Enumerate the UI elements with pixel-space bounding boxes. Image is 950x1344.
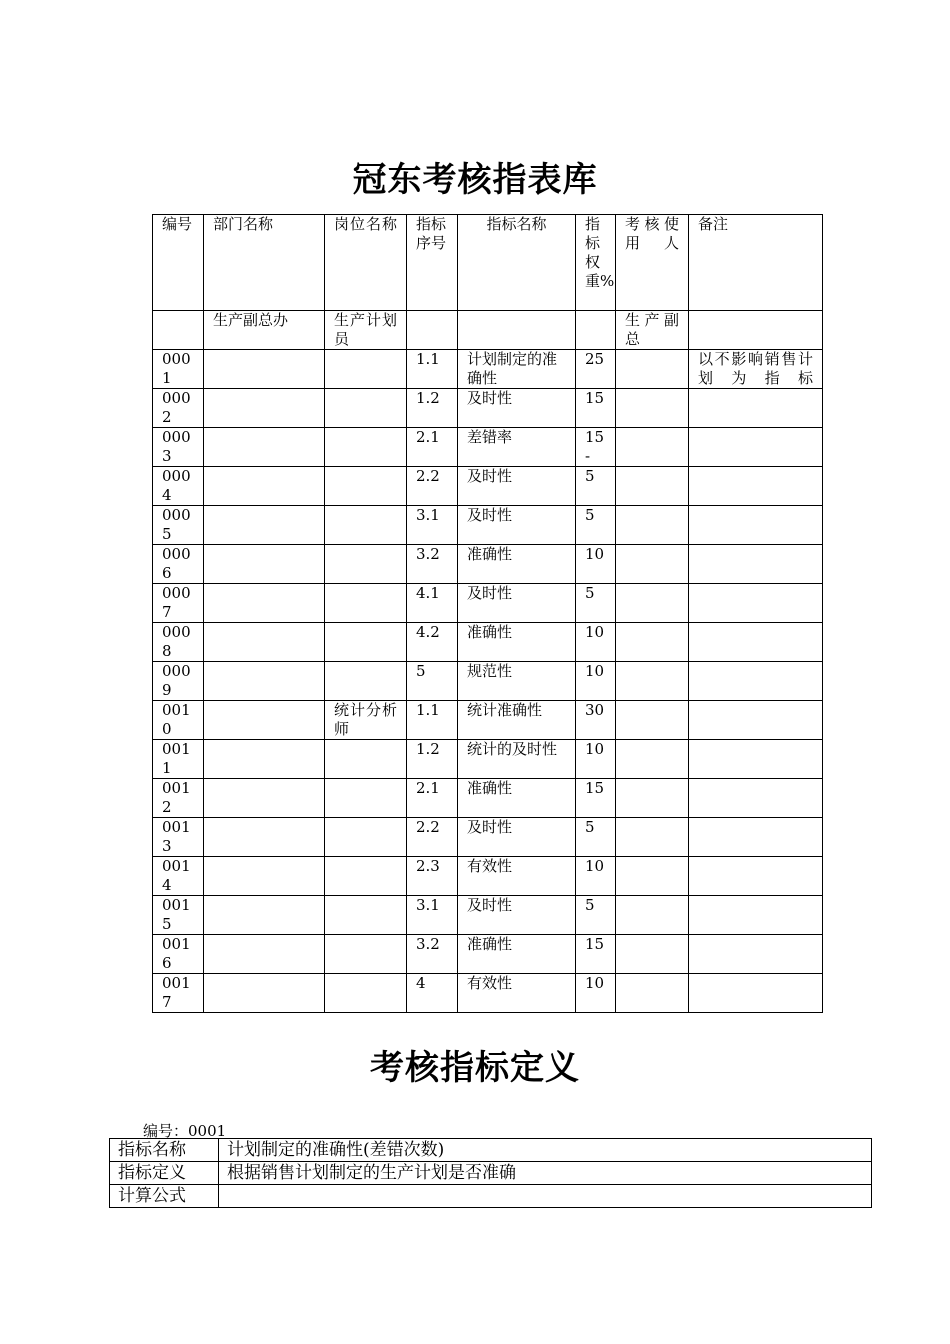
cell-index-name: 有效性 — [458, 974, 576, 1013]
cell-dept — [204, 662, 325, 701]
cell-note — [689, 467, 823, 506]
table-row — [153, 857, 823, 896]
table-row — [153, 506, 823, 545]
cell-position — [325, 779, 407, 818]
dept-row-index-name — [458, 311, 576, 350]
cell-index-name: 计划制定的准确性 — [458, 350, 576, 389]
cell-no: 0014 — [153, 857, 204, 896]
dept-row-no — [153, 311, 204, 350]
cell-index-name: 及时性 — [458, 389, 576, 428]
cell-index-no: 4.1 — [407, 584, 458, 623]
table-row — [153, 701, 823, 740]
cell-weight: 5 — [576, 467, 616, 506]
cell-index-name: 规范性 — [458, 662, 576, 701]
cell-note — [689, 740, 823, 779]
cell-user — [616, 506, 689, 545]
cell-weight: 15 — [576, 935, 616, 974]
header-dept: 部门名称 — [204, 215, 325, 311]
header-index-name: 指标名称 — [458, 215, 576, 311]
cell-dept — [204, 428, 325, 467]
cell-no: 0008 — [153, 623, 204, 662]
header-position: 岗位名称 — [325, 215, 407, 311]
cell-dept — [204, 467, 325, 506]
cell-index-no: 2.3 — [407, 857, 458, 896]
document-title: 冠东考核指表库 — [352, 160, 598, 200]
cell-no: 0004 — [153, 467, 204, 506]
cell-user — [616, 467, 689, 506]
cell-dept — [204, 974, 325, 1013]
cell-dept — [204, 857, 325, 896]
cell-dept — [204, 584, 325, 623]
cell-note — [689, 701, 823, 740]
table-header-row — [153, 215, 823, 311]
cell-user — [616, 740, 689, 779]
cell-user — [616, 857, 689, 896]
cell-index-name: 有效性 — [458, 857, 576, 896]
cell-index-name: 及时性 — [458, 896, 576, 935]
cell-no: 0007 — [153, 584, 204, 623]
cell-position — [325, 935, 407, 974]
header-index-no: 指标序号 — [407, 215, 458, 311]
cell-index-name: 统计的及时性 — [458, 740, 576, 779]
table-row — [153, 623, 823, 662]
table-row — [153, 662, 823, 701]
cell-user — [616, 623, 689, 662]
cell-index-name: 准确性 — [458, 545, 576, 584]
cell-no: 0013 — [153, 818, 204, 857]
cell-weight: 10 — [576, 857, 616, 896]
definition-row — [110, 1162, 872, 1185]
cell-no: 0010 — [153, 701, 204, 740]
definition-table — [109, 1138, 872, 1208]
cell-index-no: 3.2 — [407, 545, 458, 584]
cell-position — [325, 467, 407, 506]
table-row — [153, 428, 823, 467]
cell-dept — [204, 935, 325, 974]
cell-weight: 5 — [576, 896, 616, 935]
table-row — [153, 467, 823, 506]
table-row — [153, 350, 823, 389]
cell-dept — [204, 701, 325, 740]
cell-position — [325, 740, 407, 779]
cell-position — [325, 974, 407, 1013]
cell-index-no: 2.1 — [407, 779, 458, 818]
dept-row — [153, 311, 823, 350]
cell-index-name: 差错率 — [458, 428, 576, 467]
cell-user — [616, 935, 689, 974]
table-row — [153, 935, 823, 974]
cell-weight: 15- — [576, 428, 616, 467]
definition-label: 计算公式 — [110, 1185, 219, 1208]
cell-user — [616, 350, 689, 389]
dept-row-note — [689, 311, 823, 350]
header-no: 编号 — [153, 215, 204, 311]
cell-index-no: 2.1 — [407, 428, 458, 467]
cell-dept — [204, 896, 325, 935]
cell-index-no: 2.2 — [407, 818, 458, 857]
cell-index-name: 及时性 — [458, 584, 576, 623]
cell-position: 统计分析师 — [325, 701, 407, 740]
cell-weight: 5 — [576, 506, 616, 545]
cell-index-name: 准确性 — [458, 623, 576, 662]
cell-weight: 15 — [576, 779, 616, 818]
cell-weight: 5 — [576, 584, 616, 623]
cell-position — [325, 350, 407, 389]
cell-no: 0002 — [153, 389, 204, 428]
cell-index-no: 3.2 — [407, 935, 458, 974]
definition-value: 根据销售计划制定的生产计划是否准确 — [219, 1162, 872, 1185]
definition-value: 计划制定的准确性(差错次数) — [219, 1139, 872, 1162]
cell-index-no: 4 — [407, 974, 458, 1013]
dept-row-weight — [576, 311, 616, 350]
cell-dept — [204, 623, 325, 662]
cell-weight: 10 — [576, 545, 616, 584]
cell-index-no: 5 — [407, 662, 458, 701]
definition-row — [110, 1139, 872, 1162]
cell-weight: 10 — [576, 662, 616, 701]
cell-position — [325, 389, 407, 428]
cell-index-name: 及时性 — [458, 818, 576, 857]
cell-index-name: 及时性 — [458, 467, 576, 506]
cell-weight: 25 — [576, 350, 616, 389]
cell-no: 0005 — [153, 506, 204, 545]
cell-note — [689, 584, 823, 623]
indicator-table — [152, 214, 823, 1013]
cell-index-name: 准确性 — [458, 779, 576, 818]
definition-title: 考核指标定义 — [370, 1048, 580, 1088]
header-note: 备注 — [689, 215, 823, 311]
cell-position — [325, 623, 407, 662]
cell-index-no: 3.1 — [407, 896, 458, 935]
cell-note — [689, 428, 823, 467]
cell-dept — [204, 506, 325, 545]
cell-index-no: 1.2 — [407, 740, 458, 779]
header-user: 考核使用人 — [616, 215, 689, 311]
cell-user — [616, 428, 689, 467]
cell-dept — [204, 545, 325, 584]
cell-user — [616, 389, 689, 428]
table-row — [153, 740, 823, 779]
cell-user — [616, 974, 689, 1013]
cell-note — [689, 974, 823, 1013]
cell-weight: 30 — [576, 701, 616, 740]
dept-row-dept: 生产副总办 — [204, 311, 325, 350]
cell-index-name: 准确性 — [458, 935, 576, 974]
cell-no: 0017 — [153, 974, 204, 1013]
table-row — [153, 545, 823, 584]
cell-no: 0015 — [153, 896, 204, 935]
table-row — [153, 896, 823, 935]
cell-note — [689, 662, 823, 701]
cell-index-no: 3.1 — [407, 506, 458, 545]
cell-note — [689, 506, 823, 545]
header-weight: 指标权重% — [576, 215, 616, 311]
definition-label: 指标名称 — [110, 1139, 219, 1162]
cell-index-no: 4.2 — [407, 623, 458, 662]
cell-position — [325, 896, 407, 935]
cell-no: 0012 — [153, 779, 204, 818]
cell-index-no: 2.2 — [407, 467, 458, 506]
definition-row — [110, 1185, 872, 1208]
dept-row-position: 生产计划员 — [325, 311, 407, 350]
cell-user — [616, 779, 689, 818]
cell-user — [616, 662, 689, 701]
cell-index-name: 统计准确性 — [458, 701, 576, 740]
cell-dept — [204, 740, 325, 779]
cell-user — [616, 896, 689, 935]
cell-weight: 15 — [576, 389, 616, 428]
cell-dept — [204, 779, 325, 818]
cell-position — [325, 857, 407, 896]
cell-dept — [204, 350, 325, 389]
cell-position — [325, 428, 407, 467]
cell-dept — [204, 818, 325, 857]
cell-index-name: 及时性 — [458, 506, 576, 545]
cell-note — [689, 623, 823, 662]
cell-no: 0016 — [153, 935, 204, 974]
cell-user — [616, 584, 689, 623]
cell-position — [325, 584, 407, 623]
cell-note — [689, 818, 823, 857]
cell-index-no: 1.2 — [407, 389, 458, 428]
cell-no: 0001 — [153, 350, 204, 389]
cell-note: 以不影响销售计划为指标 — [689, 350, 823, 389]
table-row — [153, 584, 823, 623]
table-row — [153, 389, 823, 428]
cell-position — [325, 818, 407, 857]
cell-note — [689, 545, 823, 584]
cell-index-no: 1.1 — [407, 701, 458, 740]
cell-weight: 10 — [576, 623, 616, 662]
cell-weight: 10 — [576, 740, 616, 779]
cell-no: 0011 — [153, 740, 204, 779]
table-row — [153, 779, 823, 818]
cell-note — [689, 857, 823, 896]
cell-user — [616, 545, 689, 584]
table-row — [153, 818, 823, 857]
cell-no: 0009 — [153, 662, 204, 701]
cell-user — [616, 701, 689, 740]
cell-note — [689, 779, 823, 818]
cell-position — [325, 545, 407, 584]
cell-user — [616, 818, 689, 857]
cell-note — [689, 389, 823, 428]
cell-dept — [204, 389, 325, 428]
cell-weight: 5 — [576, 818, 616, 857]
definition-number: 编号：0001 — [143, 1122, 227, 1140]
cell-weight: 10 — [576, 974, 616, 1013]
cell-position — [325, 506, 407, 545]
definition-value — [219, 1185, 872, 1208]
table-row — [153, 974, 823, 1013]
cell-position — [325, 662, 407, 701]
cell-note — [689, 896, 823, 935]
definition-label: 指标定义 — [110, 1162, 219, 1185]
cell-index-no: 1.1 — [407, 350, 458, 389]
cell-no: 0006 — [153, 545, 204, 584]
cell-no: 0003 — [153, 428, 204, 467]
dept-row-user: 生产副总 — [616, 311, 689, 350]
dept-row-index-no — [407, 311, 458, 350]
cell-note — [689, 935, 823, 974]
